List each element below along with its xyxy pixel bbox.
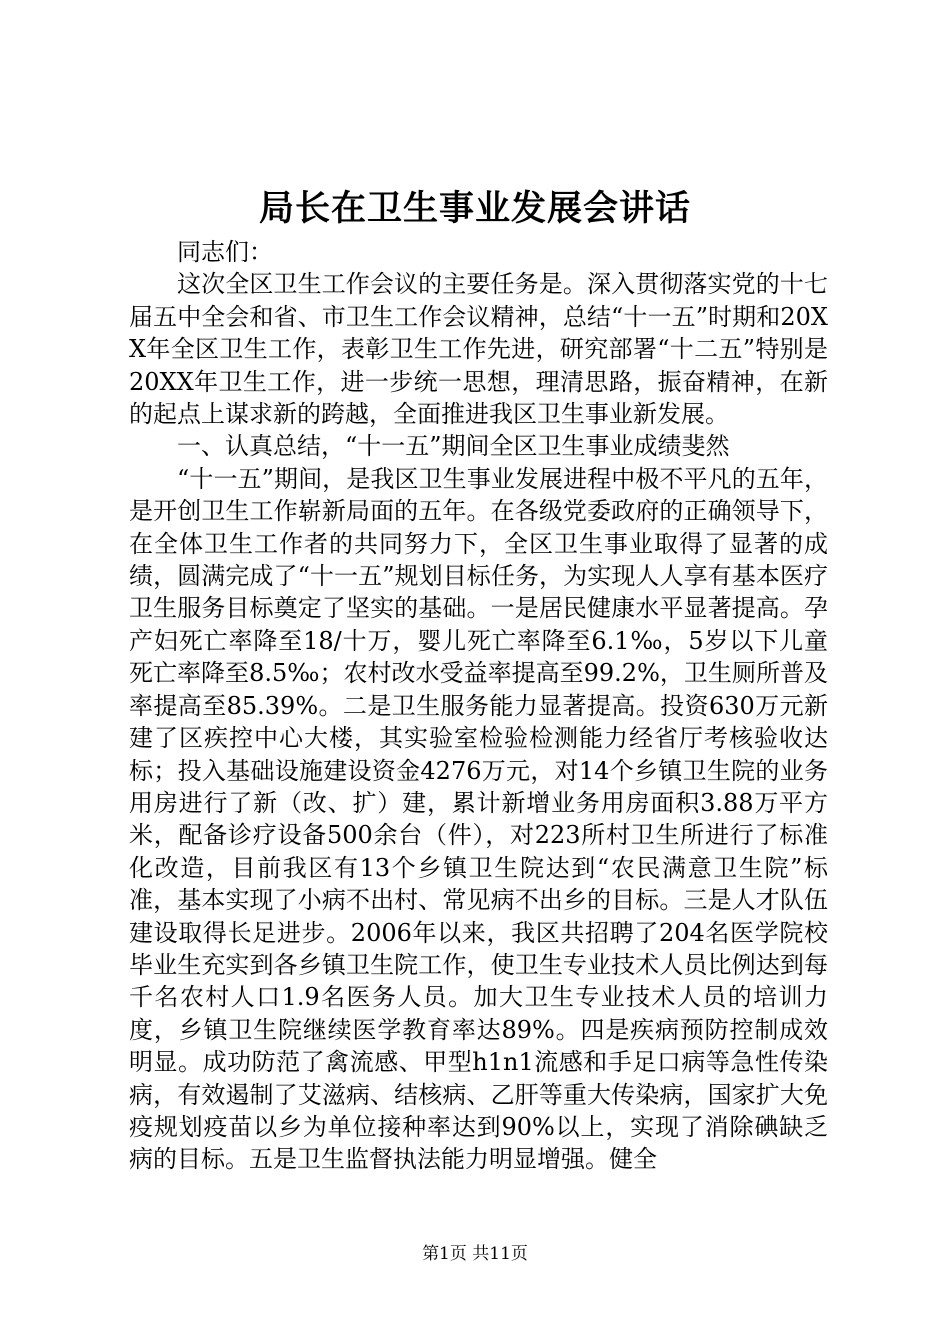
section-heading: 一、认真总结，“十一五”期间全区卫生事业成绩斐然 — [177, 432, 730, 461]
page-number-footer: 第1页 共11页 — [422, 1244, 528, 1264]
paragraph-intro: 这次全区卫生工作会议的主要任务是。深入贯彻落实党的十七届五中全会和省、市卫生工作会议精神，总结“十一五”时期和20XX年全区卫生工作，表彰卫生工作先进，研究部署“十二五”特别是20XX年卫生工作，进一步统一思想，理清思路，振奋精神，在新的起点上谋求新的跨越，全面推进我区卫生事业新发展。 — [129, 270, 828, 429]
paragraph-achievements: “十一五”期间，是我区卫生事业发展进程中极不平凡的五年，是开创卫生工作崭新局面的五年。在各级党委政府的正确领导下，在全体卫生工作者的共同努力下，全区卫生事业取得了显著的成绩，圆满完成了“十一五”规划目标任务，为实现人人享有基本医疗卫生服务目标奠定了坚实的基础。一是居民健康水平显著提高。孕产妇死亡率降至18/十万，婴儿死亡率降至6.1‰，5岁以下儿童死亡率降至8.5‰；农村改水受益率提高至99.2%，卫生厕所普及率提高至85.39%。二是卫生服务能力显著提高。投资630万元新建了区疾控中心大楼，其实验室检验检测能力经省厅考核验收达标；投入基础设施建设资金4276万元，对14个乡镇卫生院的业务用房进行了新（改、扩）建，累计新增业务用房面积3.88万平方米，配备诊疗设备500余台（件），对223所村卫生所进行了标准化改造，目前我区有13个乡镇卫生院达到“农民满意卫生院”标准，基本实现了小病不出村、常见病不出乡的目标。三是人才队伍建设取得长足进步。2006年以来，我区共招聘了204名医学院校毕业生充实到各乡镇卫生院工作，使卫生专业技术人员比例达到每千名农村人口1.9名医务人员。加大卫生专业技术人员的培训力度，乡镇卫生院继续医学教育率达89%。四是疾病预防控制成效明显。成功防范了禽流感、甲型h1n1流感和手足口病等急性传染病，有效遏制了艾滋病、结核病、乙肝等重大传染病，国家扩大免疫规划疫苗以乡为单位接种率达到90%以上，实现了消除碘缺乏病的目标。五是卫生监督执法能力明显增强。健全 — [129, 464, 828, 1174]
document-body — [129, 236, 828, 1176]
document-title: 局长在卫生事业发展会讲话 — [258, 188, 691, 229]
salutation: 同志们： — [177, 238, 273, 266]
